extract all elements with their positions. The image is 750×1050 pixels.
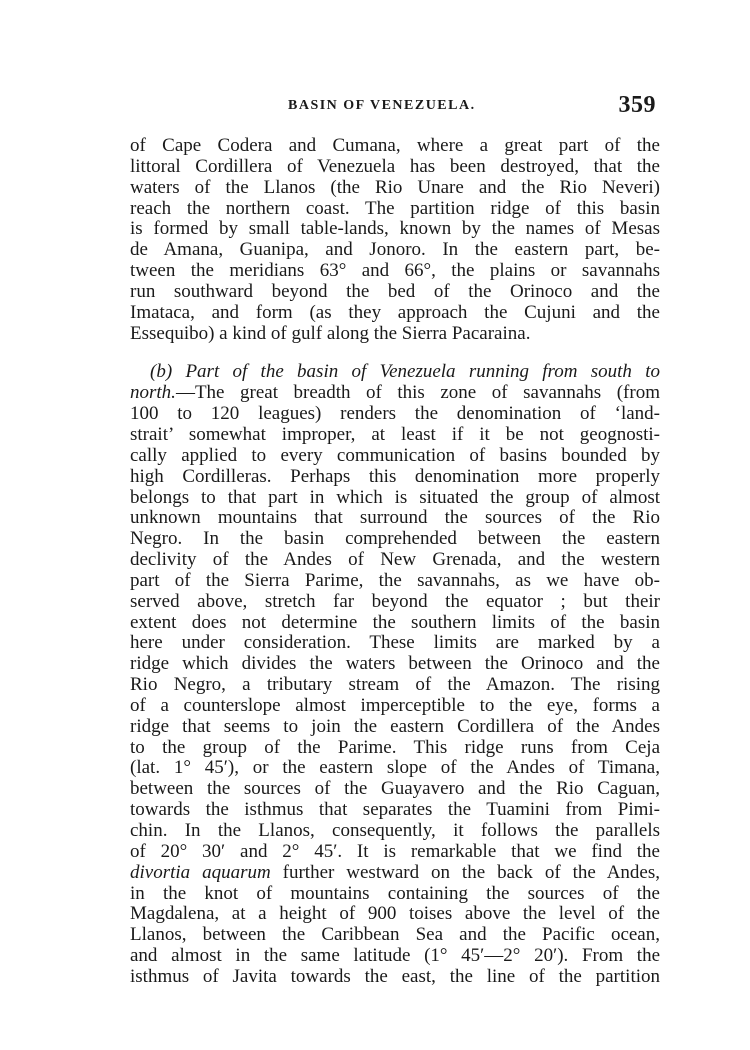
text-line: strait’ somewhat improper, at least if it be not geognosti- [130, 423, 660, 445]
text-line: Magdalena, at a height of 900 toises above the level of the [130, 903, 660, 925]
text-line: Negro. In the basin comprehended between the eastern [130, 528, 660, 550]
page-number: 359 [618, 92, 656, 118]
text-line: ridge that seems to join the eastern Cordillera of the Andes [130, 715, 660, 737]
text-line: of 20° 30′ and 2° 45′. It is remarkable that we find the [130, 840, 660, 862]
text-line: of a counterslope almost imperceptible to the eye, forms a [130, 694, 660, 716]
paragraph-2 [130, 362, 660, 987]
text-line: belongs to that part in which is situated the group of almost [130, 486, 660, 508]
text-line: Rio Negro, a tributary stream of the Amazon. The rising [130, 674, 660, 696]
text-line: cally applied to every communication of basins bounded by [130, 444, 660, 466]
text-line: in the knot of mountains containing the sources of the [130, 882, 660, 904]
text-line [130, 383, 660, 404]
section-heading-end: north. [130, 382, 176, 404]
text-line: run southward beyond the bed of the Orinoco and the [130, 280, 660, 302]
text-line: isthmus of Javita towards the east, the line of the partition [130, 965, 660, 987]
text-line: de Amana, Guanipa, and Jonoro. In the eastern part, be- [130, 239, 660, 261]
section-heading: Part of the basin of Venezuela running from south to [185, 361, 660, 383]
text-line: reach the northern coast. The partition ridge of this basin [130, 197, 660, 219]
text-line: unknown mountains that surround the sources of the Rio [130, 507, 660, 529]
text-line: to the group of the Parime. This ridge runs from Ceja [130, 736, 660, 758]
text-line: littoral Cordillera of Venezuela has been destroyed, that the [130, 155, 660, 177]
text-line: is formed by small table-lands, known by the names of Mesas [130, 218, 660, 240]
text-run: further westward on the back of the Andes, [270, 861, 661, 883]
text-line: Llanos, between the Caribbean Sea and the Pacific ocean, [130, 924, 660, 946]
text-line: 100 to 120 leagues) renders the denomination of ‘land- [130, 403, 660, 425]
text-line: served above, stretch far beyond the equator ; but their [130, 590, 660, 612]
text-line: high Cordilleras. Perhaps this denomination more properly [130, 465, 660, 487]
text-line: extent does not determine the southern limits of the basin [130, 611, 660, 633]
section-label: (b) [150, 361, 186, 383]
text-line: waters of the Llanos (the Rio Unare and the Rio Neveri) [130, 176, 660, 198]
paragraph-1 [130, 136, 660, 344]
page-header [130, 92, 660, 122]
text-line: declivity of the Andes of New Grenada, and the western [130, 549, 660, 571]
running-head: BASIN OF VENEZUELA. [288, 98, 476, 113]
text-line: here under consideration. These limits are marked by a [130, 632, 660, 654]
text-line [130, 362, 660, 383]
text-line: chin. In the Llanos, consequently, it follows the parallels [130, 820, 660, 841]
text-line: (lat. 1° 45′), or the eastern slope of the Andes of Timana, [130, 757, 660, 779]
text-line: towards the isthmus that separates the Tuamini from Pimi- [130, 799, 660, 821]
latin-phrase: divortia aquarum [130, 861, 271, 883]
text-line: Essequibo) a kind of gulf along the Sierra Pacaraina. [130, 322, 531, 344]
text-line: tween the meridians 63° and 66°, the plains or savannahs [130, 260, 660, 282]
text-line: between the sources of the Guayavero and the Rio Caguan, [130, 778, 660, 800]
text-line: ridge which divides the waters between the Orinoco and the [130, 653, 660, 675]
text-run: —The great breadth of this zone of savannahs (from [175, 382, 660, 404]
text-line: part of the Sierra Parime, the savannahs, as we have ob- [130, 569, 660, 591]
text-line: Imataca, and form (as they approach the Cujuni and the [130, 301, 660, 323]
text-line [130, 863, 660, 884]
body-text [130, 136, 660, 988]
text-line: of Cape Codera and Cumana, where a great part of the [130, 135, 660, 156]
paragraph-gap [130, 344, 660, 362]
text-line: and almost in the same latitude (1° 45′—2° 20′). From the [130, 945, 660, 967]
